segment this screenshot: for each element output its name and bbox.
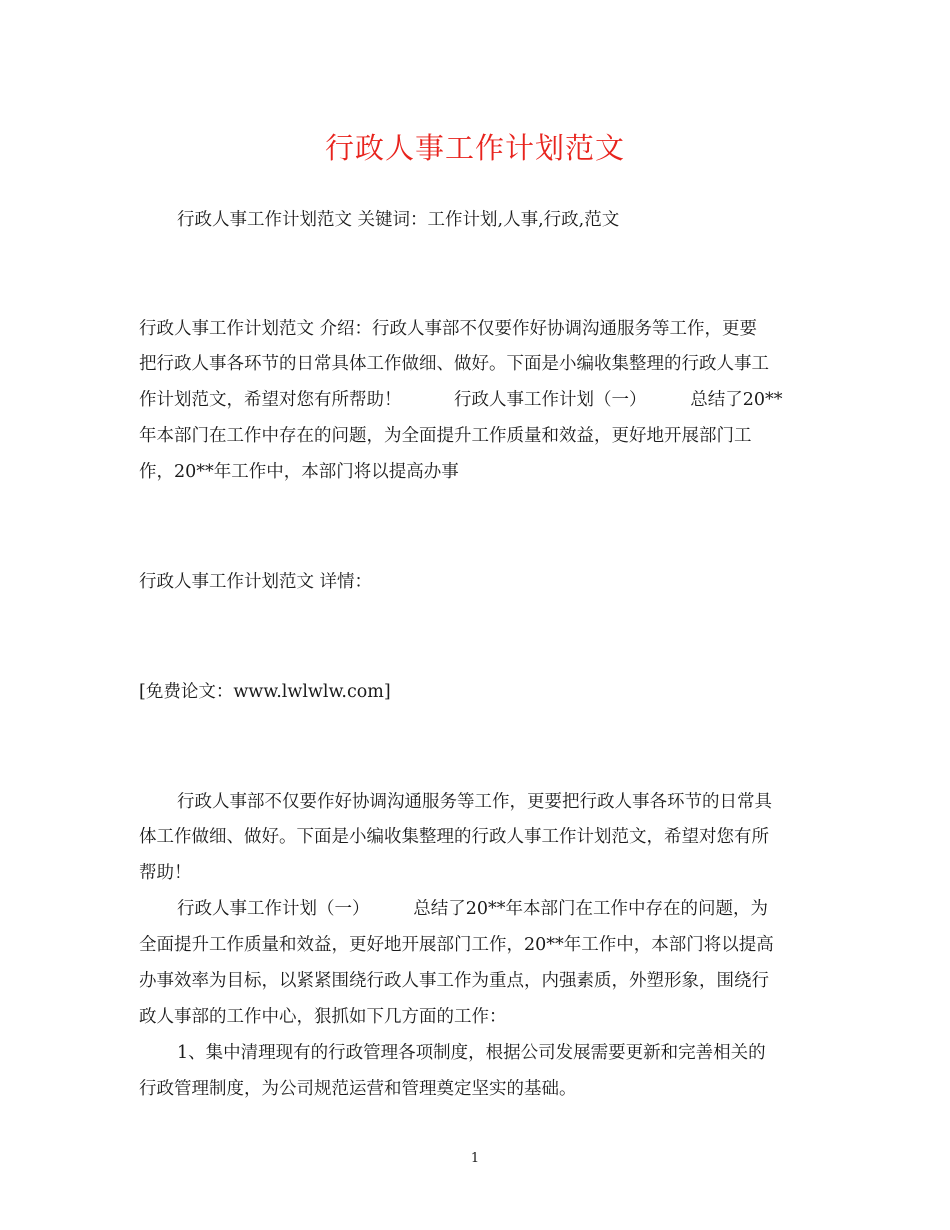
intro-line: 把行政人事各环节的日常具体工作做细、做好。下面是小编收集整理的行政人事工 xyxy=(139,354,769,374)
intro-line: 年本部门在工作中存在的问题，为全面提升工作质量和效益，更好地开展部门工 xyxy=(139,426,752,446)
keywords-line: 行政人事工作计划范文 关键词：工作计划,人事,行政,范文 xyxy=(177,210,620,230)
body-line: 体工作做细、做好。下面是小编收集整理的行政人事工作计划范文，希望对您有所 xyxy=(139,827,769,847)
page-number: 1 xyxy=(470,1151,480,1166)
body-line: 1、集中清理现有的行政管理各项制度，根据公司发展需要更新和完善相关的 xyxy=(177,1043,766,1063)
body-line: 行政人事工作计划（一） 总结了20**年本部门在工作中存在的问题，为 xyxy=(177,899,769,919)
body-line: 行政管理制度，为公司规范运营和管理奠定坚实的基础。 xyxy=(139,1079,577,1099)
body-line: 帮助！ xyxy=(139,863,192,883)
source-line: [免费论文：www.lwlwlw.com] xyxy=(139,682,391,702)
intro-line: 行政人事工作计划范文 介绍：行政人事部不仅要作好协调沟通服务等工作，更要 xyxy=(139,319,758,339)
details-label: 行政人事工作计划范文 详情： xyxy=(139,572,373,592)
body-line: 政人事部的工作中心，狠抓如下几方面的工作： xyxy=(139,1007,507,1027)
intro-line: 作计划范文，希望对您有所帮助！ 行政人事工作计划（一） 总结了20** xyxy=(139,390,783,410)
document-title: 行政人事工作计划范文 xyxy=(324,131,625,165)
intro-line: 作，20**年工作中，本部门将以提高办事 xyxy=(139,462,459,482)
body-line: 行政人事部不仅要作好协调沟通服务等工作，更要把行政人事各环节的日常具 xyxy=(177,792,772,812)
body-line: 全面提升工作质量和效益，更好地开展部门工作，20**年工作中，本部门将以提高 xyxy=(139,935,774,955)
body-line: 办事效率为目标，以紧紧围绕行政人事工作为重点，内强素质，外塑形象，围绕行 xyxy=(139,971,769,991)
